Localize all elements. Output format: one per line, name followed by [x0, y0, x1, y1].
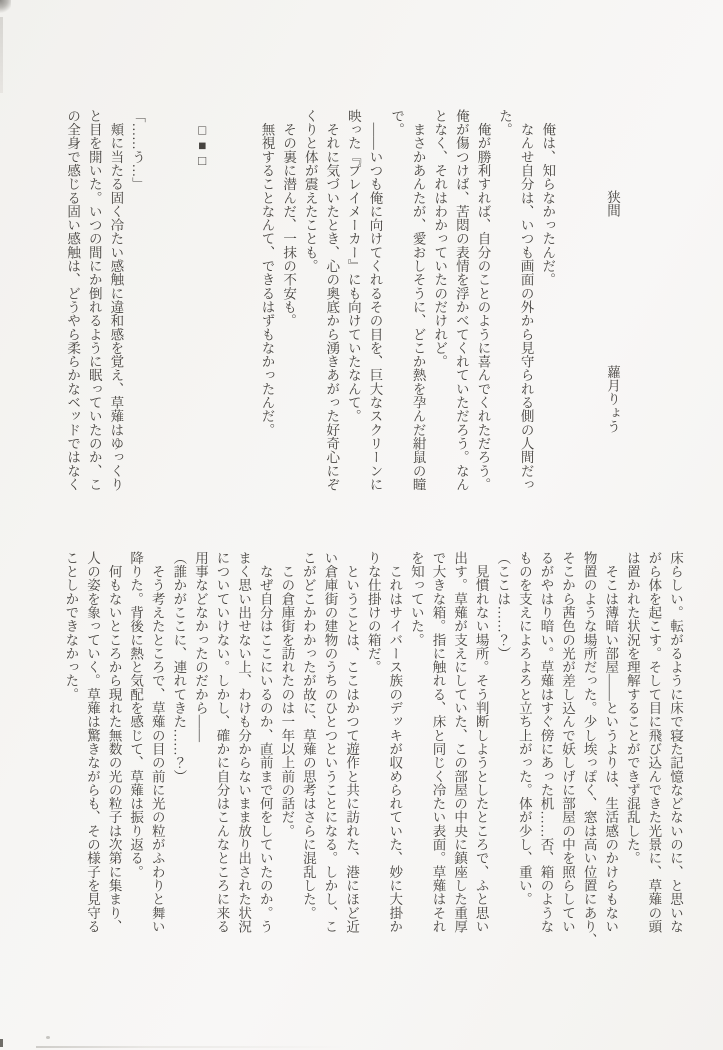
- text-column: がら体を起こす。そして目に飛び込んできた光景に、草薙の頭: [646, 551, 662, 934]
- blank-column: [234, 109, 256, 507]
- page-title: 狭間: [605, 190, 620, 218]
- text-column: りな仕掛けの箱だ。: [365, 551, 381, 674]
- text-column: 降りた。背後に熱と気配を感じて、草薙は振り返る。: [128, 551, 144, 879]
- text-column: 物置のような場所だった。少し埃っぽく、窓は高い位置にあり、: [581, 551, 597, 947]
- text-column: （誰かがここに、連れてきた……？）: [171, 551, 187, 784]
- text-column: 人の姿を象っていく。草薙は驚きながらも、その様子を見守る: [84, 551, 100, 934]
- text-column: 見慣れない場所。そう判断しようとしたところで、ふと思い: [473, 551, 489, 934]
- text-column: 俺は、知らなかったんだ。: [540, 109, 556, 287]
- text-column: 俺が勝利すれば、自分のことのように喜んでくれただろう。: [475, 109, 491, 492]
- text-column: こがどこかわかったが故に、草薙の思考はさらに混乱した。: [300, 551, 316, 920]
- scan-artifact-left-edge-speck: [0, 1039, 3, 1047]
- text-column: についていけない。しかし、確かに自分はこんなところに来る: [214, 551, 230, 934]
- text-column: となく、それはわかっていたのだけれど。: [432, 109, 448, 369]
- scan-artifact-corner-smudge: [0, 0, 11, 13]
- text-column: それに気づいたとき、心の奥底から湧きあがった好奇心にぞ: [324, 109, 340, 492]
- title-column: [601, 109, 623, 507]
- blank-column: [213, 109, 235, 507]
- text-column: □■□: [194, 109, 210, 169]
- text-column: 無視することなんて、できるはずもなかったんだ。: [259, 109, 275, 437]
- text-column: 「……う…」: [129, 109, 145, 191]
- text-column: るがやはり暗い。草薙はすぐ傍にあった机……否、箱のような: [538, 551, 554, 934]
- text-column: 出す。草薙が支えにしていた、この部屋の中央に鎮座した重厚: [452, 551, 468, 934]
- author-name: 蘿月りょう: [605, 365, 620, 434]
- text-column: 頬に当たる固く冷たい感触に違和感を覚え、草薙はゆっくり: [108, 109, 124, 492]
- blank-column: [148, 109, 170, 507]
- blank-column: [170, 109, 192, 507]
- text-column: 用事などなかったのだから――: [192, 551, 208, 743]
- scan-artifact-dust-speck: [46, 1036, 50, 1039]
- text-column: そこは薄暗い部屋――というよりは、生活感のかけらもない: [603, 551, 619, 934]
- lower-text-band: [60, 551, 686, 949]
- text-column: の全身で感じる固い感触は、どうやら柔らかなベッドではなく: [65, 109, 81, 492]
- text-column: 何もないところから現れた無数の光の粒子は次第に集まり、: [106, 551, 122, 934]
- text-column: ――いつも俺に向けてくれるその目を、巨大なスクリーンに: [367, 109, 383, 492]
- text-column: で。: [389, 109, 405, 137]
- text-column: まさかあんたが、愛おしそうに、どこか熱を孕んだ紺鼠の瞳: [410, 109, 426, 492]
- text-column: そこから茜色の光が差し込んで妖しげに部屋の中を照らしてい: [560, 551, 576, 934]
- text-column: ことしかできなかった。: [63, 551, 79, 702]
- text-column: 俺が傷つけば、苦悶の表情を浮かべてくれていただろう。なん: [453, 109, 469, 492]
- text-column: ものを支えによろよろと立ち上がった。体が少し、重い。: [516, 551, 532, 906]
- text-column: は置かれた状況を理解することができず混乱した。: [624, 551, 640, 865]
- text-column: と目を開いた。いつの間にか倒れるように眠っていたのか、こ: [86, 109, 102, 492]
- blank-column: [558, 109, 580, 507]
- text-column: を知っていた。: [408, 551, 424, 647]
- text-column: まく思い出せない上、わけも分からないまま放り出された状況: [236, 551, 252, 934]
- upper-text-band: [62, 109, 623, 507]
- text-column: なんせ自分は、いつも画面の外から見守られる側の人間だっ: [518, 109, 534, 492]
- text-column: 映った『プレイメーカー』にも向けていたなんて。: [345, 109, 361, 423]
- blank-column: [580, 109, 602, 507]
- text-column: そう考えたところで、草薙の目の前に光の粒がふわりと舞い: [149, 551, 165, 934]
- text-column: なぜ自分はここにいるのか、直前まで何をしていたのか。う: [257, 551, 273, 934]
- text-column: （ここは……？）: [495, 551, 511, 661]
- text-column: これはサイバース族のデッキが収められていた、妙に大掛か: [387, 551, 403, 934]
- text-column: で大きな箱。指に触れる、床と同じく冷たい表面。草薙はそれ: [430, 551, 446, 934]
- text-column: この倉庫街を訪れたのは一年以上前の話だ。: [279, 551, 295, 838]
- text-column: た。: [497, 109, 513, 137]
- scan-artifact-bottom-smudge: [36, 1046, 346, 1048]
- text-column: その裏に潜んだ、一抹の不安も。: [281, 109, 297, 328]
- text-column: 床らしい。転がるように床で寝た記憶などないのに、と思いな: [668, 551, 683, 934]
- text-column: くりと体が震えたことも。: [302, 109, 318, 273]
- scan-artifact-left-edge-strip: [0, 17, 3, 93]
- text-column: ということは、ここはかつて遊作と共に訪れた、港にほど近: [344, 551, 360, 934]
- text-column: い倉庫街の建物のうちのひとつということになる。しかし、こ: [322, 551, 338, 934]
